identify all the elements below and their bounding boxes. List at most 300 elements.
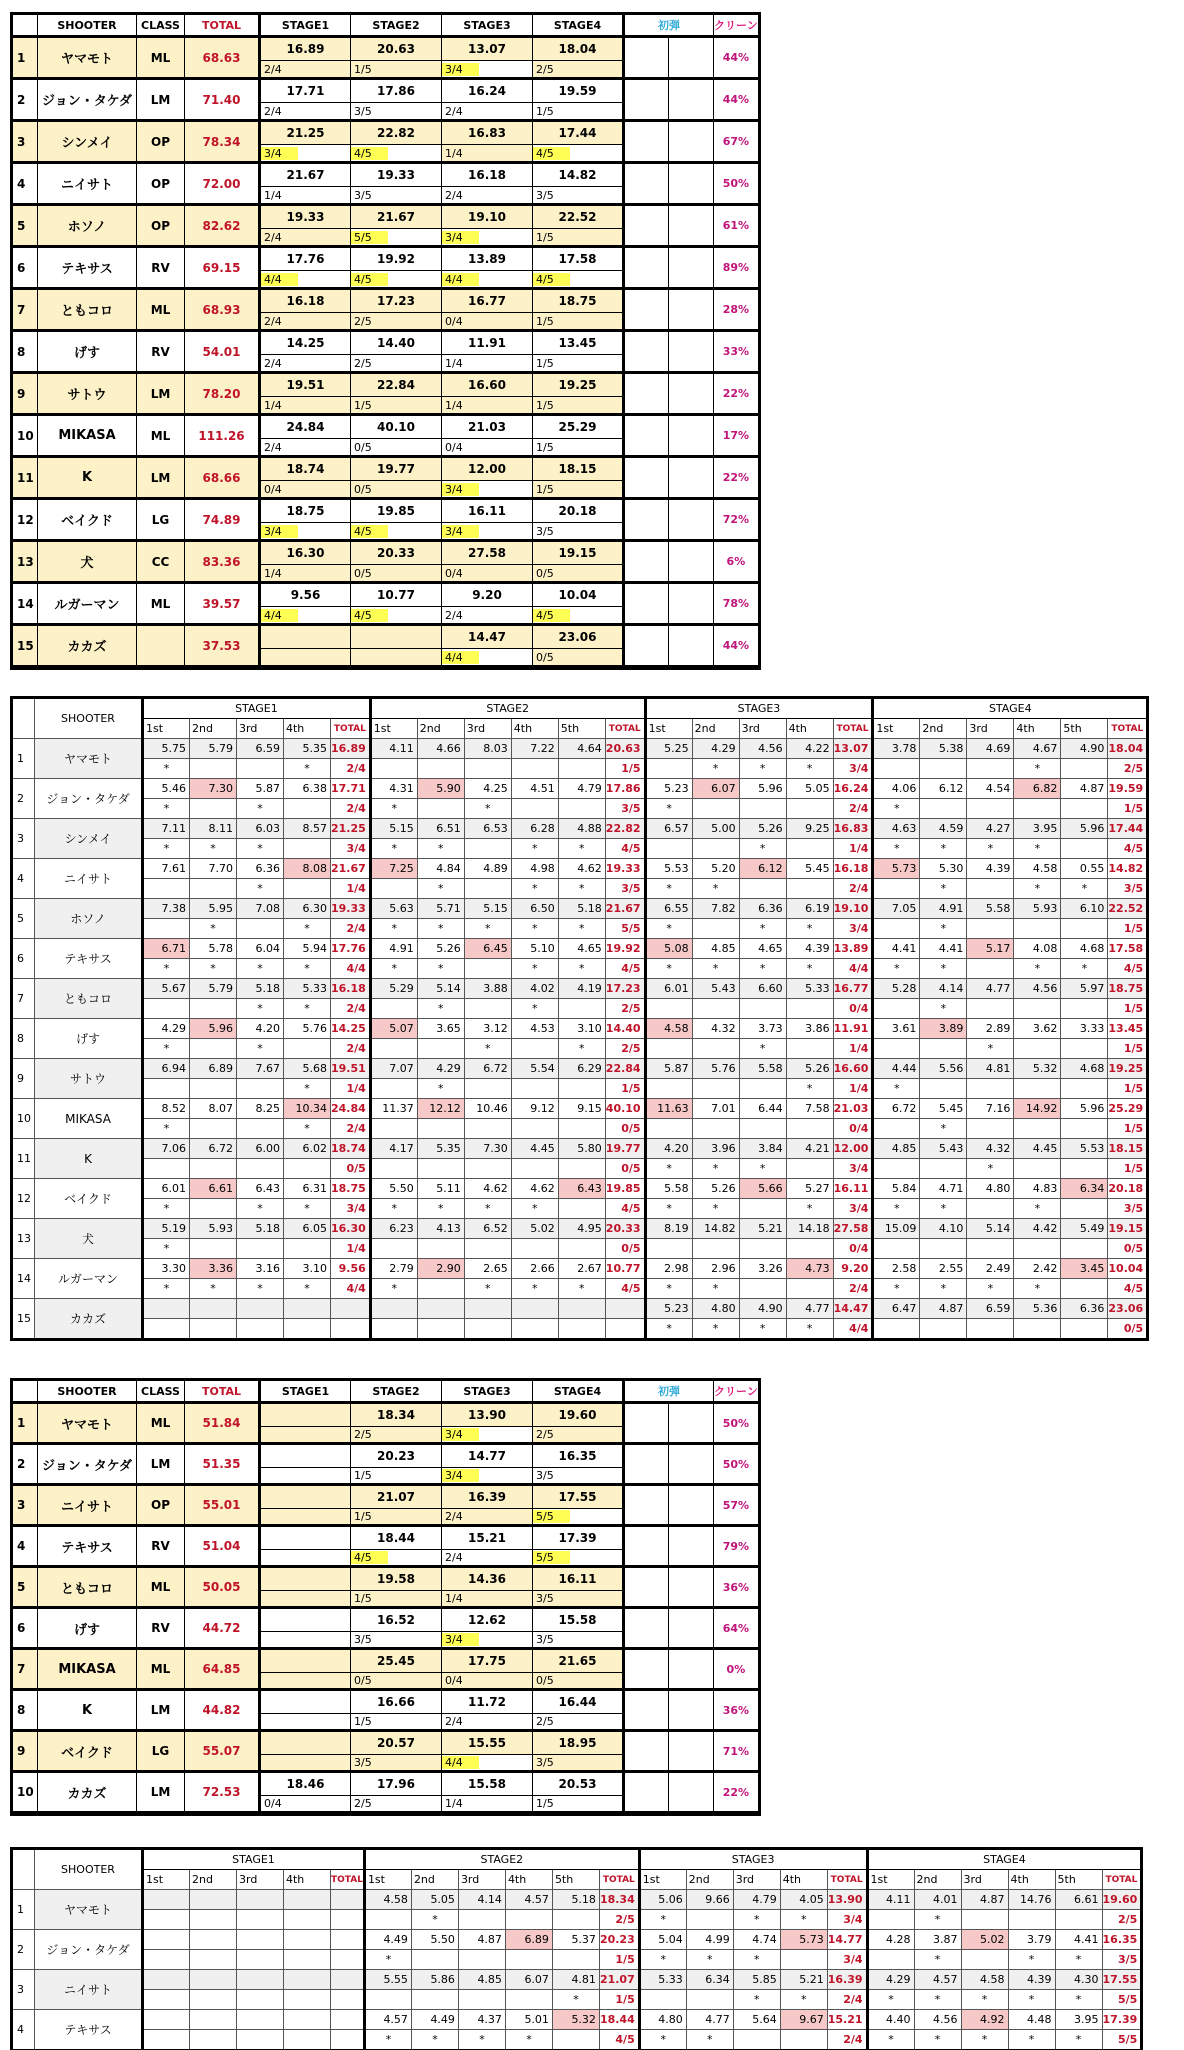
- shot-time: 4.92: [961, 2010, 1008, 2030]
- stage-total: 19.10: [833, 899, 873, 919]
- shot-time: 11.37: [370, 1099, 417, 1119]
- stage-total: 17.55: [1102, 1970, 1141, 1990]
- first-shot-cell: [669, 1403, 714, 1444]
- shot-mark: [786, 1119, 833, 1139]
- shot-time: 6.07: [505, 1970, 552, 1990]
- stage-time: 9.20: [442, 583, 533, 607]
- stage-time: 25.29: [533, 415, 624, 439]
- stage-time: 18.46: [260, 1772, 351, 1796]
- clean-rate: 71%: [714, 1731, 759, 1772]
- shooter-name: シンメイ: [35, 819, 143, 859]
- shooter-name: げす: [35, 1019, 143, 1059]
- shot-mark: [739, 1079, 786, 1099]
- stage-fraction: [260, 1550, 351, 1567]
- shot-time: 4.77: [967, 979, 1014, 999]
- stage-time: 9.56: [260, 583, 351, 607]
- rank-cell: 10: [13, 1772, 38, 1813]
- shooter-name: テキサス: [35, 2010, 143, 2050]
- class-cell: OP: [137, 121, 185, 163]
- shot-time: 3.62: [1014, 1019, 1061, 1039]
- stage-time: 14.82: [533, 163, 624, 187]
- shot-time: 4.29: [143, 1019, 190, 1039]
- stage-fraction: [351, 145, 442, 163]
- shot-mark: [739, 1199, 786, 1219]
- stage-time: 16.83: [442, 121, 533, 145]
- shot-time: [284, 2010, 331, 2030]
- rank-cell: 9: [13, 373, 38, 415]
- stage-fraction: [533, 229, 624, 247]
- shot-mark: [1061, 1279, 1108, 1299]
- fraction-value: 3/4: [442, 231, 479, 244]
- rank-cell: 4: [13, 163, 38, 205]
- fraction-value: 0/5: [354, 482, 372, 496]
- class-cell: LM: [137, 1690, 185, 1731]
- header-clean: クリーン: [714, 1381, 759, 1403]
- stage-fraction: [351, 187, 442, 205]
- shot-time: 5.02: [961, 1930, 1008, 1950]
- shot-time: 11.63: [645, 1099, 692, 1119]
- first-shot-cell: [669, 1690, 714, 1731]
- stage-fraction: 2/4: [833, 1279, 873, 1299]
- total-cell: 50.05: [185, 1567, 260, 1608]
- shot-time: 5.58: [645, 1179, 692, 1199]
- shot-mark: [190, 879, 237, 899]
- shot-time: 2.98: [645, 1259, 692, 1279]
- shot-time: 4.57: [914, 1970, 961, 1990]
- stage-time: 16.30: [260, 541, 351, 565]
- shot-mark: [692, 799, 739, 819]
- stage-fraction: [442, 103, 533, 121]
- stage-fraction: 4/5: [605, 959, 645, 979]
- clean-rate: 72%: [714, 499, 759, 541]
- shot-time: 5.63: [370, 899, 417, 919]
- fraction-value: 3/4: [261, 147, 298, 160]
- stage-fraction: [260, 1673, 351, 1690]
- shot-mark: *: [284, 1279, 331, 1299]
- shot-time: 4.37: [458, 2010, 505, 2030]
- shot-mark: *: [639, 1950, 686, 1970]
- shot-mark: [967, 1079, 1014, 1099]
- header-stage: STAGE3: [442, 15, 533, 37]
- shot-time: 5.21: [780, 1970, 827, 1990]
- shot-time: 6.43: [558, 1179, 605, 1199]
- total-cell: 54.01: [185, 331, 260, 373]
- shot-mark: [190, 1950, 237, 1970]
- shot-mark: *: [873, 799, 920, 819]
- class-cell: RV: [137, 1608, 185, 1649]
- shot-time: 5.23: [645, 1299, 692, 1319]
- shot-time: 6.01: [143, 1179, 190, 1199]
- first-shot-cell: [624, 373, 669, 415]
- shot-mark: *: [739, 1159, 786, 1179]
- stage-fraction: 1/5: [1108, 999, 1147, 1019]
- stage-time: [260, 1526, 351, 1550]
- stage-time: 13.90: [442, 1403, 533, 1427]
- shot-mark: [1061, 1039, 1108, 1059]
- shot-time: 4.87: [1061, 779, 1108, 799]
- shot-mark: [780, 1950, 827, 1970]
- table-row: [13, 799, 1147, 819]
- table-row: [13, 37, 759, 61]
- shot-time: 5.17: [967, 939, 1014, 959]
- first-shot-cell: [624, 583, 669, 625]
- stage-fraction: 2/5: [1102, 1910, 1141, 1930]
- shot-time: 6.44: [739, 1099, 786, 1119]
- stage-total: 14.40: [605, 1019, 645, 1039]
- shooter-name: ニイサト: [35, 859, 143, 899]
- shot-time: 4.49: [411, 2010, 458, 2030]
- stage-total: 18.75: [1108, 979, 1147, 999]
- detail-table-1: [12, 698, 1147, 1339]
- rank-cell: 3: [13, 819, 35, 859]
- shot-time: 3.33: [1061, 1019, 1108, 1039]
- fraction-value: 1/4: [445, 356, 463, 370]
- first-shot-cell: [624, 247, 669, 289]
- header-shot: 1st: [143, 719, 190, 739]
- table-row: [13, 1890, 1141, 1910]
- table-row: [13, 1608, 759, 1632]
- shot-mark: *: [1008, 2030, 1055, 2050]
- rank-cell: 6: [13, 939, 35, 979]
- shot-time: 6.04: [237, 939, 284, 959]
- shot-mark: [1061, 839, 1108, 859]
- fraction-value: 1/4: [264, 566, 282, 580]
- shot-time: 5.26: [417, 939, 464, 959]
- shot-mark: [370, 1119, 417, 1139]
- shot-time: 2.89: [967, 1019, 1014, 1039]
- shot-time: 5.58: [739, 1059, 786, 1079]
- detail-table-2: [12, 1849, 1141, 2050]
- shot-time: 5.21: [739, 1219, 786, 1239]
- stage-fraction: [442, 1796, 533, 1813]
- shot-mark: [370, 1159, 417, 1179]
- shot-mark: *: [639, 2030, 686, 2050]
- shot-time: 6.05: [284, 1219, 331, 1239]
- stage-time: 16.18: [442, 163, 533, 187]
- stage-fraction: 1/4: [331, 1079, 371, 1099]
- shot-mark: [873, 1039, 920, 1059]
- shooter-name: 犬: [35, 1219, 143, 1259]
- stage-fraction: 2/4: [331, 999, 371, 1019]
- stage-fraction: [331, 1990, 365, 2010]
- first-shot-cell: [669, 1526, 714, 1567]
- fraction-value: 0/5: [354, 566, 372, 580]
- stage-total: 10.04: [1108, 1259, 1147, 1279]
- rank-cell: 6: [13, 1608, 38, 1649]
- stage-fraction: [260, 1468, 351, 1485]
- shot-mark: *: [961, 1990, 1008, 2010]
- fraction-value: 2/5: [536, 1715, 554, 1728]
- shot-time: 4.99: [686, 1930, 733, 1950]
- stage-total: 9.56: [331, 1259, 371, 1279]
- shot-mark: [143, 1990, 190, 2010]
- shot-time: 5.58: [967, 899, 1014, 919]
- shot-time: 6.36: [1061, 1299, 1108, 1319]
- header-stage: STAGE2: [351, 1381, 442, 1403]
- shot-mark: *: [237, 1279, 284, 1299]
- shot-mark: [190, 1159, 237, 1179]
- shot-mark: *: [686, 1950, 733, 1970]
- rank-cell: 4: [13, 2010, 35, 2050]
- shot-time: 8.08: [284, 859, 331, 879]
- header-stage: STAGE3: [442, 1381, 533, 1403]
- shot-mark: *: [511, 1199, 558, 1219]
- shot-time: 6.51: [417, 819, 464, 839]
- shot-time: 3.12: [464, 1019, 511, 1039]
- shot-mark: [692, 1039, 739, 1059]
- rank-cell: 7: [13, 1649, 38, 1690]
- shot-mark: [417, 759, 464, 779]
- header-shot: 2nd: [914, 1870, 961, 1890]
- header-shot: 1st: [873, 719, 920, 739]
- shooter-name: MIKASA: [35, 1099, 143, 1139]
- stage-fraction: [351, 61, 442, 79]
- fraction-value: 2/4: [264, 440, 282, 454]
- stage-fraction: [533, 1509, 624, 1526]
- first-shot-cell: [669, 583, 714, 625]
- shot-time: 5.50: [370, 1179, 417, 1199]
- stage-fraction: [533, 1673, 624, 1690]
- shot-time: 4.20: [645, 1139, 692, 1159]
- clean-rate: 36%: [714, 1690, 759, 1731]
- stage-fraction: [260, 103, 351, 121]
- stage-fraction: 0/4: [833, 1119, 873, 1139]
- stage-fraction: [351, 229, 442, 247]
- stage-fraction: 0/4: [833, 999, 873, 1019]
- header-stage: STAGE2: [364, 1850, 639, 1870]
- first-shot-cell: [624, 79, 669, 121]
- class-cell: LG: [137, 499, 185, 541]
- shooter-name: ベイクド: [38, 1731, 137, 1772]
- shot-mark: [692, 1239, 739, 1259]
- fraction-value: 0/4: [445, 1674, 463, 1687]
- stage-fraction: [260, 649, 351, 667]
- shot-mark: [284, 1239, 331, 1259]
- shot-mark: [961, 1910, 1008, 1930]
- shot-time: 2.55: [920, 1259, 967, 1279]
- shot-time: 4.73: [786, 1259, 833, 1279]
- shot-time: 4.80: [692, 1299, 739, 1319]
- fraction-value: 0/5: [354, 1674, 372, 1687]
- shot-time: 14.76: [1008, 1890, 1055, 1910]
- shot-mark: *: [1014, 839, 1061, 859]
- clean-rate: 50%: [714, 163, 759, 205]
- stage-fraction: [260, 271, 351, 289]
- stage-total: 16.18: [833, 859, 873, 879]
- shot-mark: [464, 1319, 511, 1339]
- fraction-value: 1/4: [264, 398, 282, 412]
- stage-total: 21.67: [605, 899, 645, 919]
- stage-time: 27.58: [442, 541, 533, 565]
- stage-fraction: 2/5: [1108, 759, 1147, 779]
- stage-fraction: 2/4: [827, 2030, 867, 2050]
- stage-total: 22.84: [605, 1059, 645, 1079]
- shot-mark: [967, 1199, 1014, 1219]
- shot-time: 4.68: [1061, 1059, 1108, 1079]
- shot-time: 8.19: [645, 1219, 692, 1239]
- stage-time: 16.52: [351, 1608, 442, 1632]
- stage-total: 22.52: [1108, 899, 1147, 919]
- stage-fraction: 3/5: [605, 799, 645, 819]
- shot-mark: *: [237, 839, 284, 859]
- shot-mark: *: [692, 959, 739, 979]
- first-shot-cell: [624, 1403, 669, 1444]
- shot-mark: [464, 1079, 511, 1099]
- shot-mark: *: [1014, 959, 1061, 979]
- shot-time: 9.15: [558, 1099, 605, 1119]
- shot-time: 3.10: [558, 1019, 605, 1039]
- clean-rate: 50%: [714, 1403, 759, 1444]
- shot-mark: *: [920, 919, 967, 939]
- shot-mark: *: [692, 1319, 739, 1339]
- shot-mark: [1055, 1910, 1102, 1930]
- clean-rate: 0%: [714, 1649, 759, 1690]
- stage-fraction: [442, 229, 533, 247]
- first-shot-cell: [669, 79, 714, 121]
- shot-time: 5.33: [639, 1970, 686, 1990]
- stage-fraction: 4/5: [1108, 959, 1147, 979]
- shot-time: 3.30: [143, 1259, 190, 1279]
- fraction-value: 1/5: [536, 1797, 554, 1810]
- shot-mark: *: [645, 1279, 692, 1299]
- total-cell: 78.20: [185, 373, 260, 415]
- shot-mark: *: [645, 1199, 692, 1219]
- shot-mark: *: [786, 1199, 833, 1219]
- fraction-value: 2/4: [445, 1551, 463, 1564]
- shot-mark: *: [417, 879, 464, 899]
- fraction-value: 3/5: [536, 524, 554, 538]
- shot-time: 4.40: [867, 2010, 914, 2030]
- fraction-value: 4/5: [351, 1551, 388, 1564]
- header-shot: 2nd: [686, 1870, 733, 1890]
- stage-fraction: [351, 313, 442, 331]
- table-row: [13, 1731, 759, 1755]
- shot-mark: *: [967, 1159, 1014, 1179]
- shot-mark: [511, 1159, 558, 1179]
- stage-fraction: 1/5: [1108, 919, 1147, 939]
- shot-time: 4.39: [967, 859, 1014, 879]
- shot-time: 3.88: [464, 979, 511, 999]
- shot-time: 6.60: [739, 979, 786, 999]
- shot-mark: *: [237, 1039, 284, 1059]
- stage-total: 16.60: [833, 1059, 873, 1079]
- shooter-name: K: [38, 457, 137, 499]
- shot-time: 5.54: [511, 1059, 558, 1079]
- shot-mark: [417, 1319, 464, 1339]
- shot-mark: [645, 759, 692, 779]
- table-row: [13, 1119, 1147, 1139]
- stage-fraction: [605, 1319, 645, 1339]
- rank-cell: 5: [13, 1567, 38, 1608]
- shot-time: 4.81: [552, 1970, 599, 1990]
- fraction-value: 0/5: [536, 566, 554, 580]
- shot-time: 5.30: [920, 859, 967, 879]
- shot-mark: [739, 1239, 786, 1259]
- shot-time: 4.29: [692, 739, 739, 759]
- shot-time: 5.18: [552, 1890, 599, 1910]
- table-row: [13, 1526, 759, 1550]
- header-shot: 3rd: [733, 1870, 780, 1890]
- stage-time: 14.47: [442, 625, 533, 649]
- shot-time: 4.79: [558, 779, 605, 799]
- shot-mark: [967, 1239, 1014, 1259]
- stage-total: 21.25: [331, 819, 371, 839]
- stage-fraction: 1/5: [599, 1990, 639, 2010]
- fraction-value: 3/4: [442, 1469, 479, 1482]
- shot-time: 4.11: [867, 1890, 914, 1910]
- shot-mark: [920, 799, 967, 819]
- shot-mark: [1014, 1079, 1061, 1099]
- stage-total: 23.06: [1108, 1299, 1147, 1319]
- class-cell: LM: [137, 457, 185, 499]
- class-cell: RV: [137, 247, 185, 289]
- stage-fraction: [533, 439, 624, 457]
- shot-mark: [370, 759, 417, 779]
- shot-mark: [873, 1319, 920, 1339]
- stage-fraction: [351, 1550, 442, 1567]
- fraction-value: 3/5: [354, 104, 372, 118]
- header-class: CLASS: [137, 15, 185, 37]
- stage-fraction: [533, 355, 624, 373]
- table-row: [13, 121, 759, 145]
- shot-time: 6.72: [873, 1099, 920, 1119]
- fraction-value: 3/5: [354, 1756, 372, 1769]
- shot-time: 4.98: [511, 859, 558, 879]
- first-shot-cell: [669, 1608, 714, 1649]
- shot-mark: [511, 1039, 558, 1059]
- stage-fraction: [351, 1755, 442, 1772]
- class-cell: ML: [137, 1649, 185, 1690]
- stage-time: 10.04: [533, 583, 624, 607]
- rank-cell: 14: [13, 583, 38, 625]
- header-shot: 1st: [639, 1870, 686, 1890]
- rank-cell: 4: [13, 859, 35, 899]
- stage-total: 15.21: [827, 2010, 867, 2030]
- shooter-name: ジョン・タケダ: [35, 1930, 143, 1970]
- first-shot-cell: [669, 373, 714, 415]
- shot-mark: [692, 1079, 739, 1099]
- header-shot: 3rd: [237, 719, 284, 739]
- fraction-value: 4/5: [533, 147, 570, 160]
- shot-mark: [417, 1039, 464, 1059]
- shot-mark: [417, 1279, 464, 1299]
- shooter-name: ヤマモト: [38, 1403, 137, 1444]
- header-rank: [13, 1381, 38, 1403]
- shot-mark: *: [1008, 1990, 1055, 2010]
- shot-time: 2.49: [967, 1259, 1014, 1279]
- shot-time: 4.30: [1055, 1970, 1102, 1990]
- stage-fraction: 2/4: [833, 879, 873, 899]
- shot-mark: *: [1055, 1950, 1102, 1970]
- shot-time: 5.95: [190, 899, 237, 919]
- shot-time: 2.96: [692, 1259, 739, 1279]
- table-row: [13, 959, 1147, 979]
- shot-time: 5.73: [780, 1930, 827, 1950]
- rank-cell: 8: [13, 331, 38, 373]
- rank-cell: 3: [13, 1485, 38, 1526]
- header-shot: 4th: [284, 1870, 331, 1890]
- fraction-value: 4/4: [261, 609, 298, 622]
- shot-mark: *: [143, 1279, 190, 1299]
- shot-mark: [237, 1319, 284, 1339]
- shot-mark: [558, 759, 605, 779]
- shot-mark: *: [733, 1950, 780, 1970]
- stage-time: [260, 1690, 351, 1714]
- shot-mark: *: [645, 1319, 692, 1339]
- stage-time: 24.84: [260, 415, 351, 439]
- fraction-value: 2/4: [445, 608, 463, 622]
- shot-time: 5.05: [786, 779, 833, 799]
